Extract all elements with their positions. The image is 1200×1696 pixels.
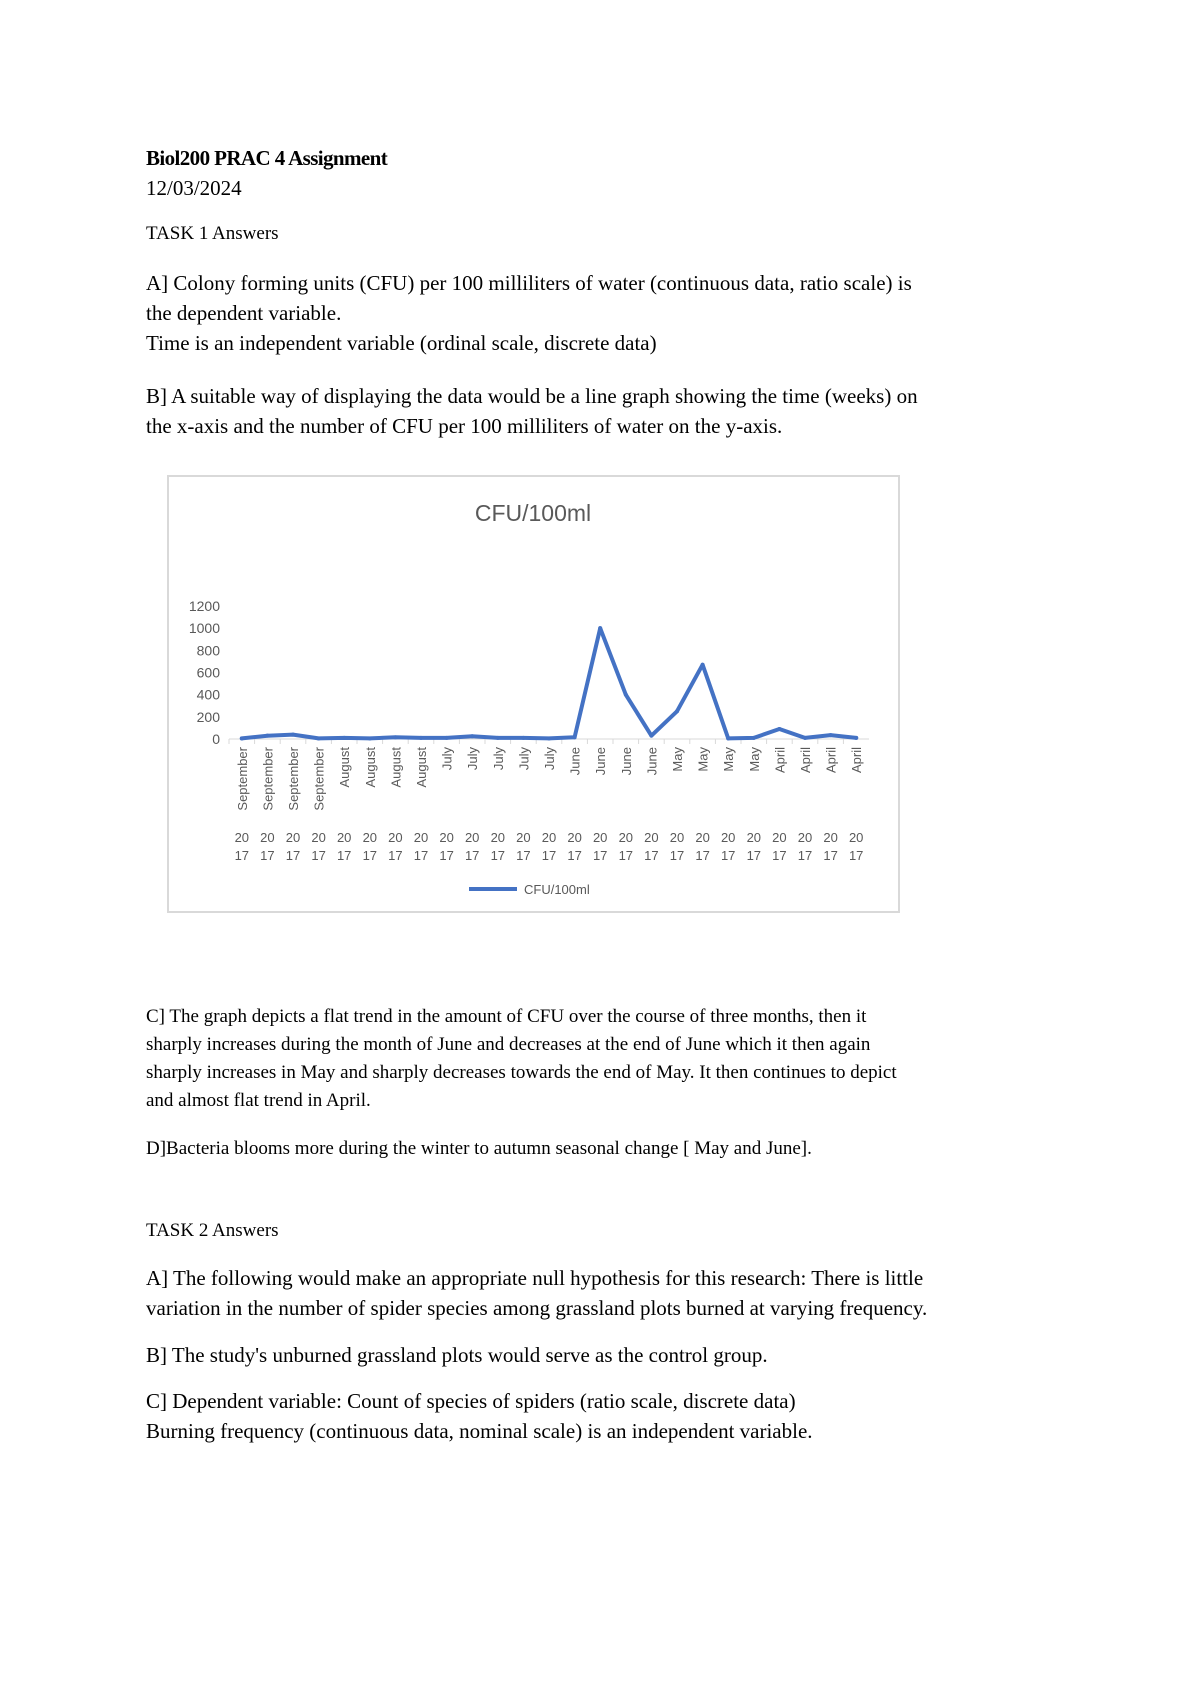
x-tick-year-label: 20	[260, 830, 275, 845]
x-tick-year-label: 17	[490, 848, 506, 863]
x-tick-month-label: July	[490, 747, 506, 771]
x-tick-year-label: 20	[592, 830, 608, 845]
x-tick-month-label: April	[772, 747, 788, 774]
data-point	[803, 736, 807, 740]
data-point	[777, 727, 781, 731]
task1-answer-d: D]Bacteria blooms more during the winter to autumn seasonal change [ May and June].	[146, 1138, 812, 1159]
x-tick-year-label: 20	[797, 830, 813, 845]
document-date: 12/03/2024	[146, 176, 242, 200]
y-axis	[189, 598, 220, 747]
data-point	[265, 734, 269, 738]
data-point	[470, 734, 474, 738]
task2-c-line: Burning frequency (continuous data, nominal scale) is an independent variable.	[146, 1419, 813, 1443]
task2-a-line: A] The following would make an appropriate null hypothesis for this research: There is little	[146, 1266, 924, 1290]
x-tick-month-label: August	[414, 747, 429, 788]
x-tick-year-label: 20	[669, 830, 685, 845]
x-tick-year-label: 20	[720, 830, 736, 845]
x-tick-year-label: 20	[285, 830, 301, 845]
data-point	[726, 736, 730, 740]
x-tick-year-label: 20	[490, 830, 506, 845]
data-point	[521, 736, 525, 740]
x-tick-year-label: 17	[567, 848, 582, 863]
x-tick-month-label: September	[234, 747, 250, 811]
x-tick-year-label: 17	[695, 848, 710, 863]
task1-a-line: Time is an independent variable (ordinal scale, discrete data)	[146, 331, 657, 355]
data-point	[240, 736, 244, 740]
task1-a-line: the dependent variable.	[146, 301, 342, 325]
x-tick-month-label: May	[721, 747, 737, 772]
x-tick-month-label: June	[567, 747, 583, 776]
data-point	[393, 735, 397, 739]
x-tick-month-label: September	[260, 747, 276, 811]
x-tick-year-label: 17	[311, 848, 326, 863]
data-point	[829, 733, 833, 737]
data-point	[291, 733, 295, 737]
x-tick-year-label: 20	[644, 830, 659, 845]
x-tick-year-label: 20	[618, 830, 634, 845]
data-point	[445, 736, 449, 740]
plot-area	[240, 626, 858, 740]
x-tick-year-label: 20	[695, 830, 710, 845]
task2-answer-c	[146, 1386, 1066, 1446]
x-tick-month-label: September	[311, 747, 327, 811]
x-tick-year-label: 17	[720, 848, 736, 863]
task1-c-line: sharply increases in May and sharply decreases towards the end of May. It then continues to depict	[146, 1062, 897, 1083]
legend-label: CFU/100ml	[524, 882, 590, 897]
data-point	[342, 736, 346, 740]
x-tick-year-label: 20	[567, 830, 582, 845]
task2-heading: TASK 2 Answers	[146, 1220, 279, 1241]
x-tick-year-label: 17	[413, 848, 429, 863]
x-tick-year-label: 17	[285, 848, 301, 863]
x-tick-month-label: April	[849, 747, 865, 774]
chart-svg	[169, 477, 898, 911]
x-tick-year-label: 17	[823, 848, 838, 863]
x-tick-year-label: 20	[464, 830, 480, 845]
x-tick-year-label: 17	[234, 848, 250, 863]
x-tick-month-label: August	[362, 747, 378, 788]
y-tick-label: 0	[212, 731, 220, 747]
x-tick-year-label: 17	[362, 848, 378, 863]
x-tick-year-label: 20	[388, 830, 403, 845]
data-point	[547, 736, 551, 740]
x-tick-year-label: 17	[772, 848, 787, 863]
x-tick-month-label: April	[823, 747, 839, 774]
x-tick-month-label: August	[337, 747, 353, 788]
data-point	[624, 693, 628, 697]
chart-title: CFU/100ml	[474, 500, 592, 526]
y-tick-label: 1000	[188, 620, 220, 637]
x-tick-year-label: 20	[311, 830, 326, 845]
x-tick-year-label: 20	[772, 830, 787, 845]
x-tick-month-label: May	[670, 747, 685, 772]
x-tick-month-label: September	[286, 747, 301, 811]
x-tick-month-label: June	[644, 747, 660, 776]
data-point	[598, 626, 602, 630]
x-tick-year-label: 20	[362, 830, 378, 845]
x-tick-month-label: May	[746, 747, 762, 772]
x-tick-year-label: 17	[592, 848, 608, 863]
task1-b-line: B] A suitable way of displaying the data would be a line graph showing the time (weeks) on	[146, 384, 918, 408]
task1-answer-a	[146, 268, 1066, 358]
task2-answer-a	[146, 1263, 1066, 1323]
x-tick-month-label: April	[798, 747, 813, 774]
x-tick-year-label: 17	[439, 848, 454, 863]
x-tick-year-label: 20	[541, 830, 557, 845]
task2-answer-b: B] The study's unburned grassland plots would serve as the control group.	[146, 1343, 768, 1367]
cfu-line-chart	[167, 475, 900, 913]
task1-c-line: C] The graph depicts a flat trend in the amount of CFU over the course of three months, then it	[146, 1006, 867, 1027]
task1-c-line: sharply increases during the month of June and decreases at the end of June which it then again	[146, 1034, 871, 1055]
x-tick-month-label: June	[593, 747, 609, 776]
chart-legend	[469, 882, 590, 897]
x-tick-year-label: 17	[848, 848, 864, 863]
x-tick-month-label: July	[542, 747, 557, 771]
task1-a-line: A] Colony forming units (CFU) per 100 milliliters of water (continuous data, ratio scale) is	[146, 271, 912, 295]
task1-heading: TASK 1 Answers	[146, 223, 279, 244]
x-tick-year-label: 17	[388, 848, 403, 863]
x-tick-year-label: 17	[516, 848, 531, 863]
x-tick-year-label: 20	[516, 830, 531, 845]
task1-b-line: the x-axis and the number of CFU per 100 milliliters of water on the y-axis.	[146, 414, 783, 438]
x-tick-year-label: 17	[618, 848, 634, 863]
x-axis	[229, 739, 869, 863]
task2-c-line: C] Dependent variable: Count of species of spiders (ratio scale, discrete data)	[146, 1389, 796, 1413]
data-point	[573, 735, 577, 739]
y-tick-label: 400	[196, 686, 220, 703]
x-tick-year-label: 17	[260, 848, 275, 863]
x-tick-month-label: July	[439, 747, 455, 771]
x-tick-year-label: 20	[439, 830, 454, 845]
data-point	[317, 736, 321, 740]
x-tick-year-label: 17	[797, 848, 813, 863]
task2-a-line: variation in the number of spider species among grassland plots burned at varying frequency.	[146, 1296, 928, 1320]
x-tick-year-label: 20	[336, 830, 352, 845]
x-tick-month-label: August	[388, 747, 404, 788]
x-tick-year-label: 17	[336, 848, 352, 863]
data-point	[368, 736, 372, 740]
x-tick-year-label: 17	[746, 848, 762, 863]
task1-answer-c	[146, 1003, 1066, 1115]
y-tick-label: 800	[196, 642, 220, 659]
data-point	[675, 709, 679, 713]
series-line	[242, 628, 856, 738]
task1-answer-b	[146, 381, 1066, 441]
document-title: Biol200 PRAC 4 Assignment	[146, 146, 388, 170]
y-tick-label: 200	[196, 708, 220, 725]
x-tick-year-label: 20	[413, 830, 429, 845]
data-point	[419, 736, 423, 740]
x-tick-year-label: 20	[746, 830, 762, 845]
x-tick-month-label: June	[618, 747, 634, 776]
data-point	[854, 736, 858, 740]
x-tick-month-label: July	[516, 747, 532, 771]
x-tick-year-label: 20	[848, 830, 864, 845]
data-point	[649, 734, 653, 738]
data-point	[701, 663, 705, 667]
x-tick-year-label: 20	[823, 830, 838, 845]
y-tick-label: 600	[196, 664, 220, 681]
task1-c-line: and almost flat trend in April.	[146, 1090, 371, 1111]
x-tick-month-label: May	[695, 747, 711, 772]
x-tick-year-label: 17	[541, 848, 557, 863]
data-point	[496, 736, 500, 740]
x-tick-year-label: 17	[464, 848, 480, 863]
x-tick-year-label: 17	[644, 848, 659, 863]
x-tick-year-label: 20	[234, 830, 250, 845]
y-tick-label: 1200	[188, 598, 220, 614]
x-tick-year-label: 17	[669, 848, 685, 863]
data-point	[752, 736, 756, 740]
x-tick-month-label: July	[465, 747, 481, 771]
